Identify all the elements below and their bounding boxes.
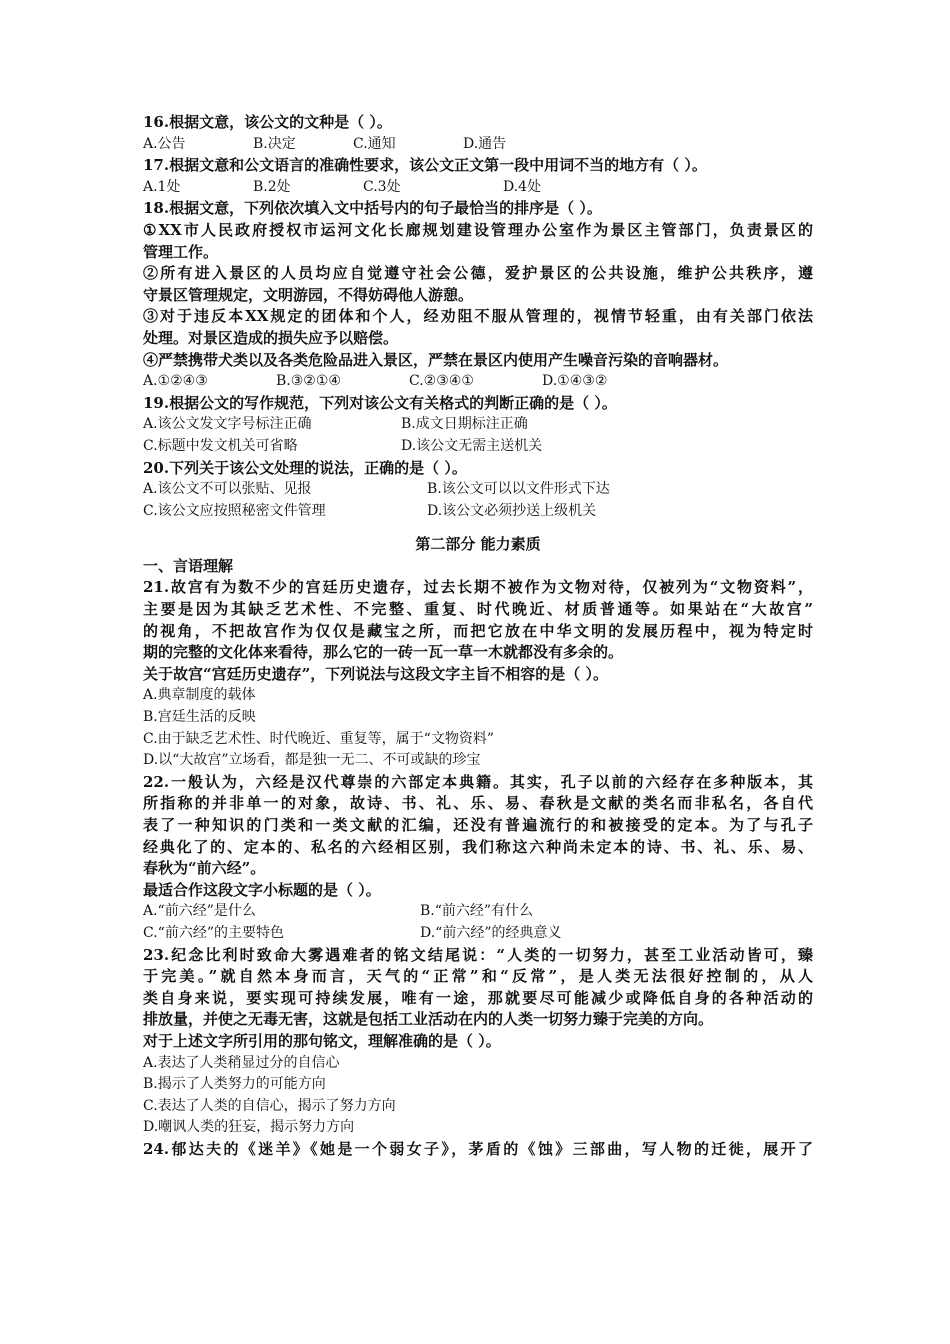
q18-item-1-line-1: ①XX市人民政府授权市运河文化长廊规划建设管理办公室作为景区主管部门，负责景区的 xyxy=(143,220,813,239)
option-b: B.宫廷生活的反映 xyxy=(143,709,256,726)
option-b: B.成文日期标注正确 xyxy=(401,416,528,433)
q18-item-2-line-2: 守景区管理规定，文明游园，不得妨碍他人游憩。 xyxy=(143,285,474,304)
option-c: C.该公文应按照秘密文件管理 xyxy=(143,502,326,519)
option-b: B.③②①④ xyxy=(276,373,341,390)
q23-line-3: 类自身来说，要实现可持续发展，唯有一途，那就要尽可能减少或降低自身的各种活动的 xyxy=(143,988,813,1007)
option-d: D.以“大故宫”立场看，都是独一无二、不可或缺的珍宝 xyxy=(143,752,481,769)
option-d: D.①④③② xyxy=(542,373,608,390)
option-b: B.该公文可以以文件形式下达 xyxy=(427,481,610,498)
option-d: D.通告 xyxy=(463,135,507,152)
option-a: A.表达了人类稍显过分的自信心 xyxy=(143,1054,340,1071)
question-21-stem: 关于故宫“宫廷历史遗存”，下列说法与这段文字主旨不相容的是（ ）。 xyxy=(143,664,608,683)
exam-page xyxy=(143,112,813,1161)
option-b: B.“前六经”有什么 xyxy=(420,903,534,920)
option-d: D.“前六经”的经典意义 xyxy=(420,924,562,941)
q22-line-3: 表了一种知识的门类和一类文献的汇编，还没有普遍流行的和被接受的定本。为了与孔子 xyxy=(143,816,813,834)
question-22-options-row-1 xyxy=(143,901,813,923)
option-d: D.4处 xyxy=(503,178,542,195)
question-20-stem: 20.下列关于该公文处理的说法，正确的是（ ）。 xyxy=(143,458,467,477)
question-20-options-row-2 xyxy=(143,501,813,523)
q22-line-4: 经典化了的、定本的、私名的六经相区别，我们称这六种尚未定本的诗、书、礼、乐、易、 xyxy=(143,837,813,856)
question-18-options xyxy=(143,371,813,393)
option-a: A.①②④③ xyxy=(143,373,208,390)
question-22-options-row-2 xyxy=(143,923,813,945)
part-2-title: 第二部分 能力素质 xyxy=(415,535,541,554)
q18-item-3-line-2: 处理。对景区造成的损失应予以赔偿。 xyxy=(143,328,399,347)
question-17-stem: 17.根据文意和公文语言的准确性要求，该公文正文第一段中用词不当的地方有（ ）。 xyxy=(143,156,707,175)
q18-item-3-line-1: ③对于违反本XX规定的团体和个人，经劝阻不服从管理的，视情节轻重，由有关部门依法 xyxy=(143,307,813,326)
q22-line-5: 春秋为“前六经”。 xyxy=(143,859,266,878)
option-a: A.该公文发文字号标注正确 xyxy=(143,416,312,433)
q22-line-1: 22.一般认为，六经是汉代尊崇的六部定本典籍。其实，孔子以前的六经存在多种版本，其 xyxy=(143,772,813,791)
option-c: C.3处 xyxy=(363,178,401,195)
q21-line-4: 期的完整的文化体来看待，那么它的一砖一瓦一草一木就都没有多余的。 xyxy=(143,643,624,662)
question-18-stem: 18.根据文意，下列依次填入文中括号内的句子最恰当的排序是（ ）。 xyxy=(143,199,602,218)
section-heading: 一、言语理解 xyxy=(143,556,234,575)
question-16-options xyxy=(143,134,813,156)
option-c: C.通知 xyxy=(353,135,396,152)
option-c: C.标题中发文机关可省略 xyxy=(143,437,298,454)
option-b: B.2处 xyxy=(253,178,291,195)
question-19-stem: 19.根据公文的写作规范，下列对该公文有关格式的判断正确的是（ ）。 xyxy=(143,393,617,412)
option-d: D.该公文无需主送机关 xyxy=(401,437,543,454)
option-d: D.嘲讽人类的狂妄，揭示努力方向 xyxy=(143,1119,355,1136)
q21-line-2: 主要是因为其缺乏艺术性、不完整、重复、时代晚近、材质普通等。如果站在“大故宫” xyxy=(143,600,813,619)
question-19-options-row-2 xyxy=(143,436,813,458)
q21-line-3: 的视角，不把故宫作为仅仅是藏宝之所，而把它放在中华文明的发展历程中，视为特定时 xyxy=(143,621,813,640)
q23-line-4: 排放量，并使之无毒无害，这就是包括工业活动在内的人类一切努力臻于完美的方向。 xyxy=(143,1010,714,1029)
question-23-stem: 对于上述文字所引用的那句铭文，理解准确的是（ ）。 xyxy=(143,1031,501,1050)
question-22-stem: 最适合作这段文字小标题的是（ ）。 xyxy=(143,880,381,899)
option-a: A.公告 xyxy=(143,135,186,152)
q18-item-4-line-1: ④严禁携带犬类以及各类危险品进入景区，严禁在景区内使用产生噪音污染的音响器材。 xyxy=(143,350,729,369)
q23-line-2: 于完美。”就自然本身而言，天气的“正常”和“反常”，是人类无法很好控制的，从人 xyxy=(143,967,813,986)
option-c: C.表达了人类的自信心，揭示了努力方向 xyxy=(143,1097,396,1114)
option-b: B.揭示了人类努力的可能方向 xyxy=(143,1076,326,1093)
option-a: A.“前六经”是什么 xyxy=(143,903,256,920)
question-16-stem: 16.根据文意，该公文的文种是（ ）。 xyxy=(143,113,392,131)
q21-line-1: 21.故宫有为数不少的宫廷历史遗存，过去长期不被作为文物对待，仅被列为“文物资料”， xyxy=(143,578,813,597)
option-d: D.该公文必须抄送上级机关 xyxy=(427,502,597,519)
q23-line-1: 23.纪念比利时致命大雾遇难者的铭文结尾说：“人类的一切努力，甚至工业活动皆可，臻 xyxy=(143,945,813,964)
question-20-options-row-1 xyxy=(143,479,813,501)
q24-line-1: 24.郁达夫的《迷羊》《她是一个弱女子》，茅盾的《蚀》三部曲，写人物的迁徙，展开了 xyxy=(143,1139,813,1158)
q18-item-1-line-2: 管理工作。 xyxy=(143,242,219,261)
option-a: A.1处 xyxy=(143,178,181,195)
option-b: B.决定 xyxy=(253,135,296,152)
q22-line-2: 所指称的并非单一的对象，故诗、书、礼、乐、易、春秋是文献的类名而非私名，各自代 xyxy=(143,794,813,813)
option-a: A.典章制度的载体 xyxy=(143,687,256,704)
option-a: A.该公文不可以张贴、见报 xyxy=(143,481,312,498)
option-c: C.②③④① xyxy=(409,373,474,390)
option-c: C.由于缺乏艺术性、时代晚近、重复等，属于“文物资料” xyxy=(143,730,494,747)
q18-item-2-line-1: ②所有进入景区的人员均应自觉遵守社会公德，爱护景区的公共设施，维护公共秩序，遵 xyxy=(143,264,813,283)
option-c: C.“前六经”的主要特色 xyxy=(143,924,284,941)
question-19-options-row-1 xyxy=(143,414,813,436)
question-17-options xyxy=(143,177,813,199)
